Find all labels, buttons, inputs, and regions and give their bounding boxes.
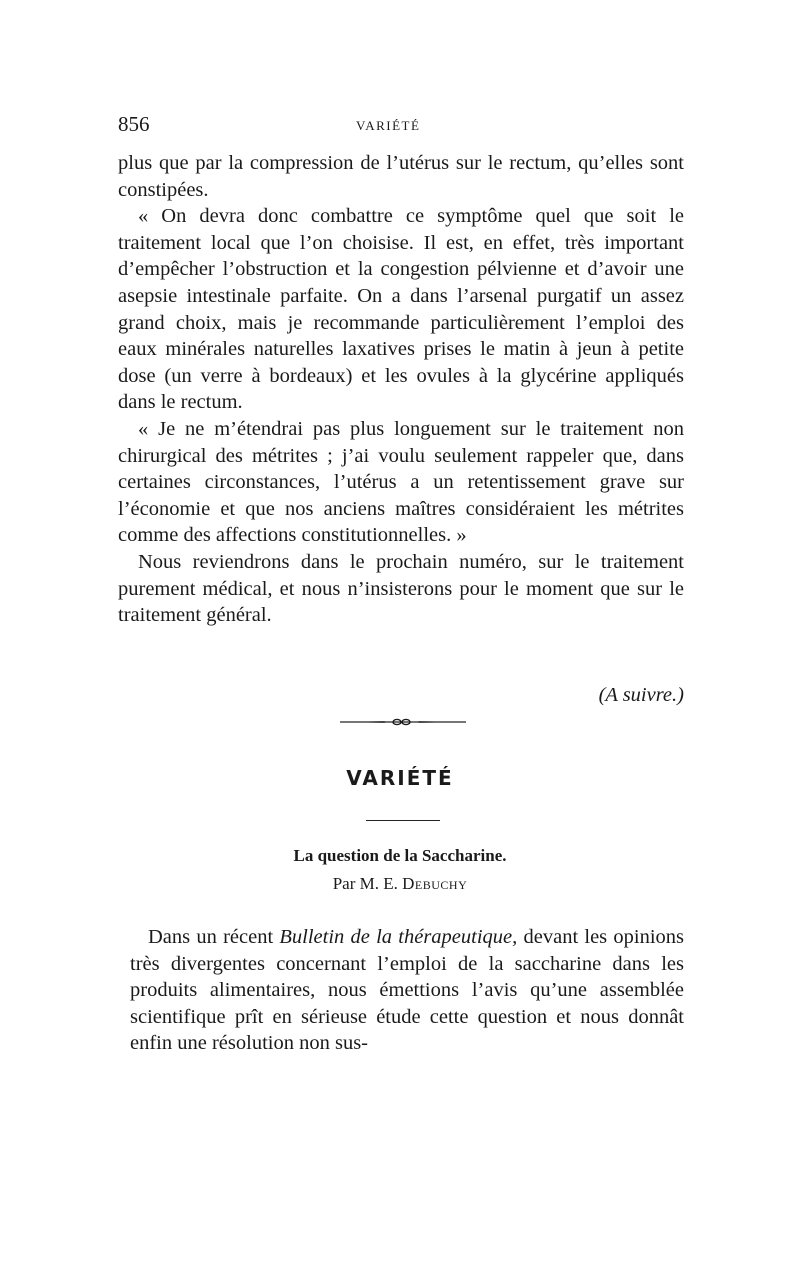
- to-be-continued: (A suivre.): [598, 684, 684, 706]
- paragraph: « On devra donc combattre ce symptôme quel que soit le traitement local que l’on choisise. Il est, en effet, très important d’empêcher l’obstruction et la congestion pélvienne et d’avoir une asepsie intestinale parfaite. On a dans l’arsenal purgatif un assez grand choix, mais je recommande particulièrement l’emploi des eaux minérales naturelles laxatives prises le matin à jeun à petite dose (un verre à bordeaux) et les ovules à la glycérine appliqués dans le rectum.: [118, 205, 684, 414]
- text-segment: Dans un récent: [148, 926, 280, 948]
- journal-title: Bulletin de la thérapeutique,: [279, 926, 518, 948]
- ornament-divider: [340, 718, 466, 726]
- paragraph: Nous reviendrons dans le prochain numéro, sur le traitement purement médical, et nous n’insisterons pour le moment que sur le traitement général.: [118, 550, 684, 627]
- article-text: [130, 924, 684, 1057]
- body-text: [118, 150, 684, 629]
- section-title: VARIÉTÉ: [346, 766, 454, 790]
- article-title: La question de la Saccharine.: [293, 846, 507, 865]
- article-paragraph: [130, 924, 684, 1057]
- running-head: VARIÉTÉ: [356, 118, 421, 133]
- page-header: [118, 112, 684, 142]
- byline-author: Debuchy: [402, 874, 468, 893]
- paragraph: « Je ne m’étendrai pas plus longuement sur le traitement non chirurgical des métrites ; j’ai voulu seulement rappeler que, dans certaines circonstances, l’utérus a un retentissement grave sur l’économie et que nos anciens maîtres considéraient les métrites comme des affections constitutionnelles. »: [118, 417, 684, 547]
- section-rule: [366, 820, 440, 821]
- page-number: 856: [118, 112, 150, 136]
- paragraph: plus que par la compression de l’utérus sur le rectum, qu’elles sont constipées.: [118, 152, 684, 201]
- byline-prefix: Par M. E.: [332, 874, 398, 893]
- text-segment: devant les opinions très divergentes concernant l’emploi de la saccharine dans les produits alimentaires, nous émettions l’avis qu’une assemblée scientifique prît en sérieuse étude cette question et nous donnât enfin une résolution non sus-: [130, 926, 684, 1055]
- byline: [0, 874, 800, 894]
